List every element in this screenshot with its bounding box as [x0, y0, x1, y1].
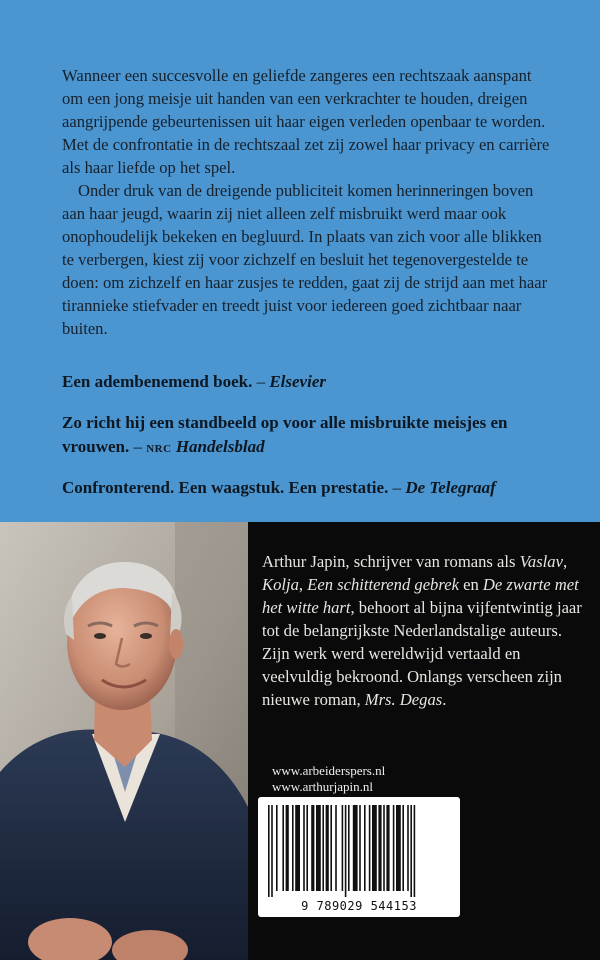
barcode-bar: [345, 805, 347, 897]
website-arthurjapin[interactable]: www.arthurjapin.nl: [272, 779, 373, 794]
barcode-bar: [396, 805, 401, 891]
barcode-bar: [348, 805, 350, 891]
barcode-bar: [414, 805, 416, 897]
bio-title-zwarte: De zwarte met het witte hart: [262, 575, 579, 617]
barcode-bar: [402, 805, 404, 891]
bio-title-gebrek: Een schitterend gebrek: [307, 575, 459, 594]
quote-text: Confronterend. Een waagstuk. Een prestatie.: [62, 478, 389, 497]
bio-separator: ,: [298, 575, 308, 594]
barcode-bar: [353, 805, 358, 891]
isbn-number: 9 789029 544153: [301, 899, 417, 913]
barcode-bar: [326, 805, 329, 891]
barcode-bar: [330, 805, 332, 891]
bio-text: , behoort al bijna vijfentwintig jaar tot de belangrijkste Nederlandstalige auteurs. Zijn werk werd wereldwijd vertaald en veelvuldig bekroond. Onlangs verscheen zijn nieuwe roman,: [262, 598, 582, 709]
barcode-bar: [292, 805, 294, 891]
barcode-bar: [386, 805, 389, 891]
barcode-bar: [271, 805, 273, 897]
barcode-bar: [322, 805, 324, 891]
author-photo: [0, 522, 248, 960]
quote-dash: –: [252, 372, 270, 391]
review-quote-1: [62, 370, 562, 394]
quote-dash: –: [388, 478, 406, 497]
isbn-barcode: [258, 797, 460, 917]
blurb-paragraph-1: Wanneer een succesvolle en geliefde zangeres een rechtszaak aanspant om een jong meisje uit handen van een verkrachter te houden, dreigen aangrijpende gebeurtenissen uit haar eigen verleden openbaar te worden. Met de confrontatie in de rechtszaal zet zij zowel haar privacy en carrière als haar liefde op het spel.: [62, 66, 550, 177]
bio-text: en: [458, 575, 483, 594]
quote-source: Handelsblad: [171, 437, 265, 456]
blurb-paragraph-2: Onder druk van de dreigende publiciteit komen herinneringen boven aan haar jeugd, waarin zij niet alleen zelf misbruikt werd maar ook onophoudelijk bekeken en begluurd. In plaats van zich voor alle blikken te verbergen, kiest zij voor zichzelf en besluit het tegenovergestelde te doen: om zichzelf en haar zusjes te redden, gaat zij de strijd aan met haar tirannieke stiefvader en treedt juist voor iedereen goed zichtbaar naar buiten.: [62, 181, 548, 338]
website-list: [272, 763, 512, 795]
barcode-bars: [258, 797, 460, 897]
quote-source: Elsevier: [269, 372, 326, 391]
barcode-bar: [372, 805, 377, 891]
quote-text: Een adembenemend boek.: [62, 372, 253, 391]
bio-text: Arthur Japin, schrijver van romans als: [262, 552, 520, 571]
barcode-bar: [342, 805, 344, 891]
barcode-bar: [369, 805, 371, 891]
author-section: [0, 522, 600, 960]
barcode-bar: [268, 805, 270, 897]
barcode-bar: [276, 805, 278, 891]
barcode-bar: [378, 805, 381, 891]
bio-title-kolja: Kolja: [262, 575, 299, 594]
author-portrait-image: [0, 522, 248, 960]
review-quote-2: [62, 411, 562, 461]
barcode-bar: [282, 805, 284, 891]
bio-title-vaslav: Vaslav: [519, 552, 563, 571]
barcode-bar: [311, 805, 314, 891]
barcode-bar: [335, 805, 337, 891]
quote-dash: –: [129, 437, 147, 456]
barcode-bar: [303, 805, 305, 891]
author-bio: [262, 550, 582, 711]
quote-text: Zo richt hij een standbeeld op voor alle misbruikte meisjes en vrouwen.: [62, 413, 508, 456]
quote-source: De Telegraaf: [405, 478, 496, 497]
barcode-bar: [306, 805, 308, 891]
quote-source-prefix: NRC: [146, 443, 172, 455]
barcode-bar: [393, 805, 395, 891]
website-arbeiderspers[interactable]: www.arbeiderspers.nl: [272, 763, 386, 778]
barcode-bar: [410, 805, 412, 897]
bio-text: .: [442, 690, 447, 709]
barcode-bar: [407, 805, 409, 891]
review-quote-3: [62, 476, 562, 500]
bio-title-degas: Mrs. Degas: [364, 690, 443, 709]
barcode-bar: [364, 805, 366, 891]
bio-separator: ,: [562, 552, 568, 571]
barcode-bar: [295, 805, 300, 891]
barcode-bar: [383, 805, 385, 891]
barcode-bar: [286, 805, 289, 891]
barcode-bar: [359, 805, 361, 891]
barcode-bar: [316, 805, 321, 891]
